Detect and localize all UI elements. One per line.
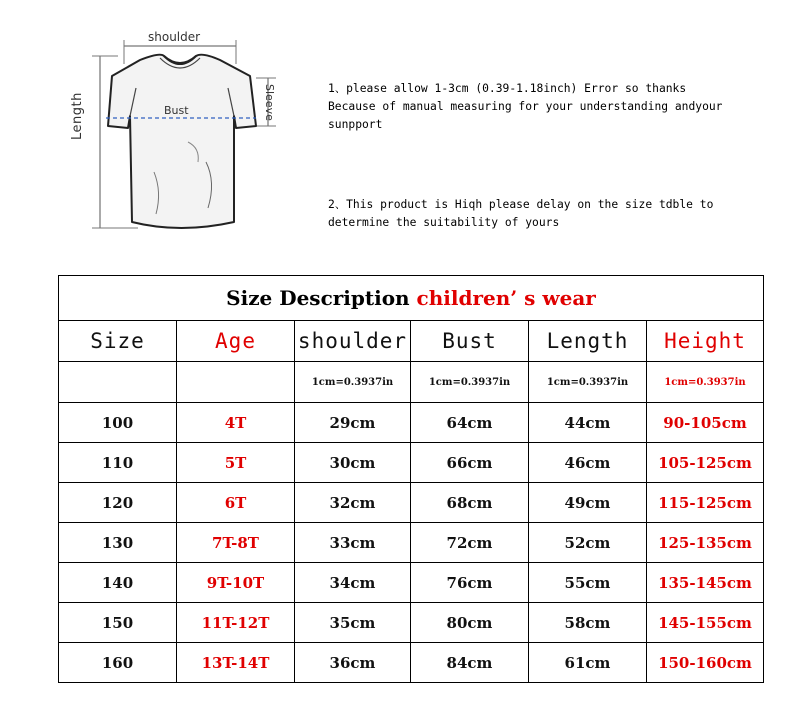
note-measurement-error (328, 80, 722, 134)
height-cell: 145-155cm (647, 603, 764, 643)
height-cell: 150-160cm (647, 643, 764, 683)
height-cell: 105-125cm (647, 443, 764, 483)
size-cell: 140 (59, 563, 177, 603)
header-shoulder: shoulder (295, 321, 411, 362)
table-row (59, 563, 764, 603)
height-cell: 90-105cm (647, 403, 764, 443)
age-cell: 13T-14T (177, 643, 295, 683)
header-row (59, 321, 764, 362)
note2-line2: determine the suitability of yours (328, 216, 560, 229)
size-cell: 120 (59, 483, 177, 523)
length-cell: 44cm (529, 403, 647, 443)
bust-cell: 84cm (411, 643, 529, 683)
title-row (59, 276, 764, 321)
bust-cell: 76cm (411, 563, 529, 603)
size-cell: 130 (59, 523, 177, 563)
bust-label: Bust (164, 104, 189, 117)
age-cell: 4T (177, 403, 295, 443)
header-height: Height (647, 321, 764, 362)
shoulder-cell: 35cm (295, 603, 411, 643)
bust-cell: 72cm (411, 523, 529, 563)
header-bust: Bust (411, 321, 529, 362)
table-title (59, 276, 764, 321)
header-size: Size (59, 321, 177, 362)
bust-cell: 66cm (411, 443, 529, 483)
unit-cell: 1cm=0.3937in (295, 362, 411, 403)
table-row (59, 443, 764, 483)
height-cell: 125-135cm (647, 523, 764, 563)
note1-line1: 1、please allow 1-3cm (0.39-1.18inch) Error so thanks (328, 82, 687, 95)
note-size-table-advice (328, 196, 713, 232)
unit-cell (177, 362, 295, 403)
table-row (59, 483, 764, 523)
table-row (59, 603, 764, 643)
length-cell: 58cm (529, 603, 647, 643)
note2-line1: 2、This product is Hiqh please delay on the size tdble to (328, 198, 714, 211)
age-cell: 5T (177, 443, 295, 483)
sleeve-label: Sleeve (263, 84, 276, 121)
shoulder-cell: 33cm (295, 523, 411, 563)
age-cell: 7T-8T (177, 523, 295, 563)
header-length: Length (529, 321, 647, 362)
age-cell: 6T (177, 483, 295, 523)
shoulder-cell: 34cm (295, 563, 411, 603)
length-label: Length (70, 92, 85, 140)
age-cell: 11T-12T (177, 603, 295, 643)
table-row (59, 643, 764, 683)
unit-cell: 1cm=0.3937in (529, 362, 647, 403)
size-cell: 110 (59, 443, 177, 483)
shoulder-cell: 32cm (295, 483, 411, 523)
age-cell: 9T-10T (177, 563, 295, 603)
shoulder-label: shoulder (148, 30, 201, 44)
unit-row (59, 362, 764, 403)
shoulder-cell: 30cm (295, 443, 411, 483)
length-cell: 49cm (529, 483, 647, 523)
tshirt-measurement-diagram (70, 22, 284, 234)
unit-cell: 1cm=0.3937in (411, 362, 529, 403)
unit-cell (59, 362, 177, 403)
unit-cell: 1cm=0.3937in (647, 362, 764, 403)
title-childrens-wear: children’ s wear (416, 286, 596, 310)
bust-cell: 80cm (411, 603, 529, 643)
size-cell: 100 (59, 403, 177, 443)
shoulder-cell: 29cm (295, 403, 411, 443)
length-cell: 61cm (529, 643, 647, 683)
tshirt-drawing (78, 22, 284, 234)
note1-line3: sunpport (328, 118, 383, 131)
table-row (59, 403, 764, 443)
bust-cell: 68cm (411, 483, 529, 523)
size-cell: 160 (59, 643, 177, 683)
height-cell: 135-145cm (647, 563, 764, 603)
table-row (59, 523, 764, 563)
height-cell: 115-125cm (647, 483, 764, 523)
size-cell: 150 (59, 603, 177, 643)
title-size-description: Size Description (226, 286, 417, 310)
length-cell: 52cm (529, 523, 647, 563)
note1-line2: Because of manual measuring for your understanding andyour (328, 100, 723, 113)
header-age: Age (177, 321, 295, 362)
length-cell: 55cm (529, 563, 647, 603)
size-table (58, 275, 764, 683)
length-cell: 46cm (529, 443, 647, 483)
bust-cell: 64cm (411, 403, 529, 443)
shoulder-cell: 36cm (295, 643, 411, 683)
